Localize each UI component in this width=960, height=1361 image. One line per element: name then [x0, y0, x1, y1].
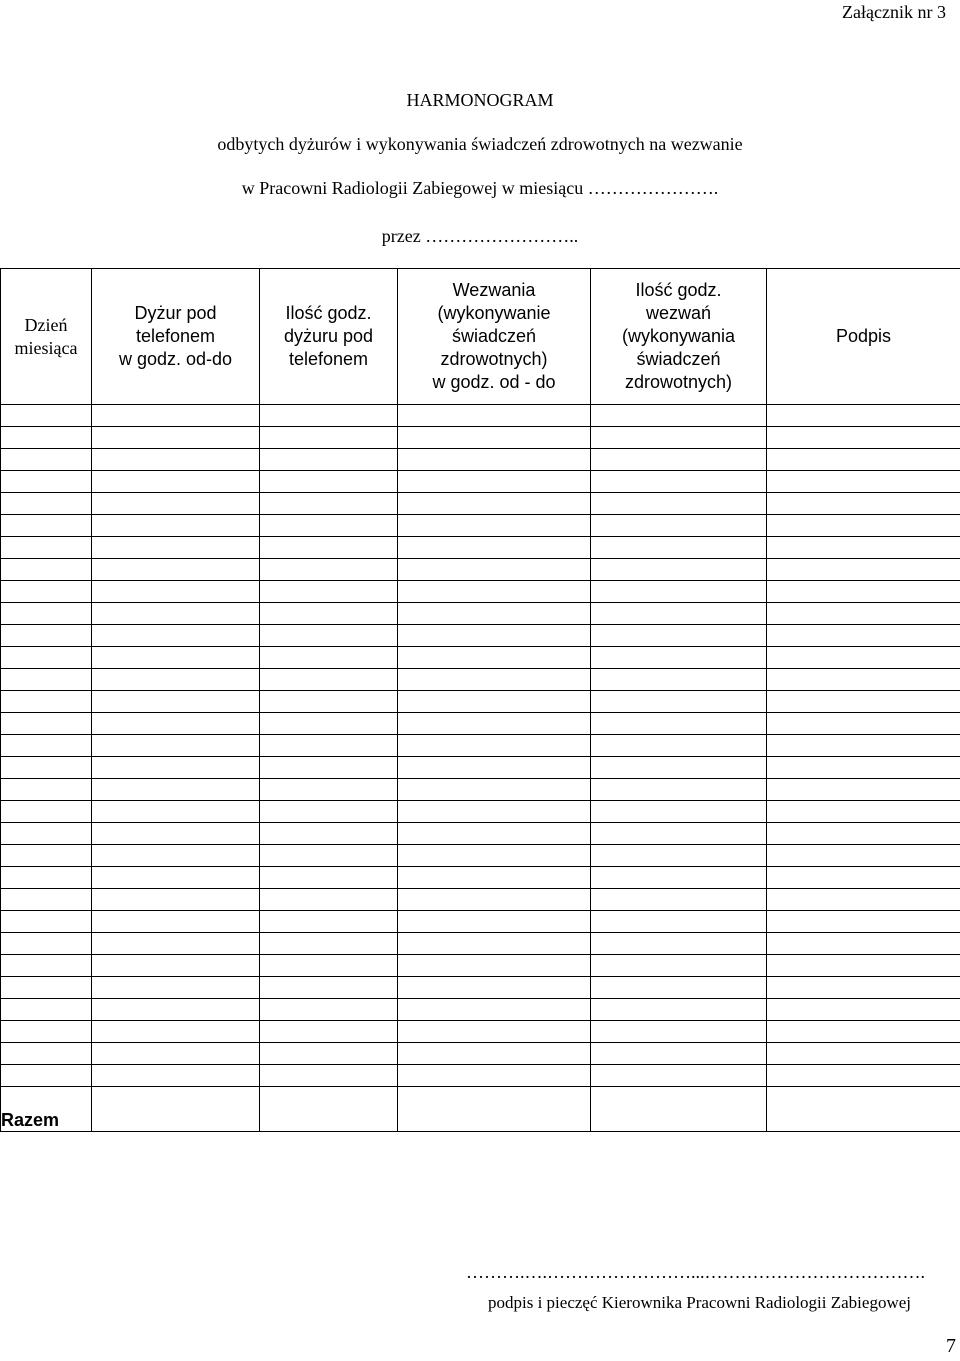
table-cell[interactable] [767, 1043, 960, 1065]
table-cell[interactable] [1, 471, 92, 493]
table-row [1, 625, 960, 647]
table-cell[interactable] [591, 647, 767, 669]
signature-caption: podpis i pieczęć Kierownika Pracowni Radiologii Zabiegowej [488, 1293, 911, 1312]
table-cell[interactable] [1, 801, 92, 823]
table-cell[interactable] [398, 427, 591, 449]
table-cell[interactable] [260, 911, 398, 933]
col-header-phone-duty-line3: w godz. od-do [118, 349, 233, 369]
table-cell[interactable] [260, 867, 398, 889]
table-cell[interactable] [92, 625, 260, 647]
table-cell[interactable] [398, 1021, 591, 1043]
table-cell[interactable] [591, 559, 767, 581]
col-header-callouts-line4: zdrowotnych) [440, 349, 548, 369]
schedule-table [0, 268, 960, 1132]
table-row [1, 493, 960, 515]
table-cell[interactable] [260, 405, 398, 427]
table-row [1, 735, 960, 757]
col-header-signature-line1: Podpis [835, 326, 892, 346]
table-cell[interactable] [767, 977, 960, 999]
table-cell[interactable] [260, 801, 398, 823]
table-row [1, 1021, 960, 1043]
col-header-day-line2: miesiąca [14, 337, 78, 358]
table-cell[interactable] [591, 449, 767, 471]
table-cell[interactable] [260, 625, 398, 647]
table-cell[interactable] [767, 757, 960, 779]
table-cell[interactable] [767, 581, 960, 603]
table-cell[interactable] [92, 889, 260, 911]
col-header-phone-duty-line1: Dyżur pod [134, 303, 217, 323]
table-cell[interactable] [591, 691, 767, 713]
table-cell[interactable] [1, 625, 92, 647]
table-cell[interactable] [398, 1043, 591, 1065]
total-cell[interactable] [398, 1087, 591, 1132]
table-cell[interactable] [1, 537, 92, 559]
table-header-row [1, 269, 960, 405]
table-cell[interactable] [260, 515, 398, 537]
table-cell[interactable] [591, 537, 767, 559]
table-row [1, 933, 960, 955]
table-cell[interactable] [767, 647, 960, 669]
table-cell[interactable] [767, 559, 960, 581]
table-cell[interactable] [591, 779, 767, 801]
table-cell[interactable] [398, 559, 591, 581]
table-cell[interactable] [92, 757, 260, 779]
table-cell[interactable] [767, 625, 960, 647]
table-cell[interactable] [767, 845, 960, 867]
table-row [1, 999, 960, 1021]
table-cell[interactable] [398, 955, 591, 977]
table-row [1, 801, 960, 823]
table-cell[interactable] [591, 581, 767, 603]
table-cell[interactable] [1, 867, 92, 889]
table-cell[interactable] [260, 603, 398, 625]
col-header-phone-duty-line2: telefonem [135, 326, 216, 346]
col-header-duty-hours-line2: dyżuru pod [283, 326, 374, 346]
table-cell[interactable] [92, 581, 260, 603]
table-cell[interactable] [92, 559, 260, 581]
table-cell[interactable] [92, 493, 260, 515]
table-cell[interactable] [591, 1065, 767, 1087]
table-cell[interactable] [1, 691, 92, 713]
table-row [1, 911, 960, 933]
col-header-callouts-line1: Wezwania [452, 280, 536, 300]
table-cell[interactable] [767, 427, 960, 449]
table-cell[interactable] [260, 757, 398, 779]
table-cell[interactable] [591, 999, 767, 1021]
table-cell[interactable] [92, 845, 260, 867]
table-cell[interactable] [260, 493, 398, 515]
table-cell[interactable] [260, 669, 398, 691]
table-cell[interactable] [260, 471, 398, 493]
table-cell[interactable] [398, 845, 591, 867]
table-cell[interactable] [1, 779, 92, 801]
table-cell[interactable] [260, 823, 398, 845]
table-cell[interactable] [260, 537, 398, 559]
table-cell[interactable] [398, 713, 591, 735]
table-row [1, 713, 960, 735]
table-row [1, 405, 960, 427]
table-cell[interactable] [260, 999, 398, 1021]
table-cell[interactable] [92, 471, 260, 493]
col-header-callouts-line5: w godz. od - do [432, 372, 556, 392]
table-cell[interactable] [92, 647, 260, 669]
table-cell[interactable] [92, 977, 260, 999]
col-header-day-line1: Dzień [24, 314, 68, 335]
table-cell[interactable] [398, 933, 591, 955]
table-cell[interactable] [1, 669, 92, 691]
table-cell[interactable] [92, 537, 260, 559]
table-cell[interactable] [591, 889, 767, 911]
table-cell[interactable] [260, 889, 398, 911]
table-cell[interactable] [1, 911, 92, 933]
table-cell[interactable] [398, 999, 591, 1021]
table-row [1, 845, 960, 867]
table-cell[interactable] [398, 867, 591, 889]
table-cell[interactable] [398, 449, 591, 471]
table-row [1, 515, 960, 537]
total-label: Razem [1, 1087, 92, 1132]
table-cell[interactable] [591, 735, 767, 757]
table-cell[interactable] [767, 471, 960, 493]
table-cell[interactable] [1, 735, 92, 757]
table-cell[interactable] [92, 823, 260, 845]
subtitle-line-3: przez …………………….. [381, 226, 579, 246]
table-cell[interactable] [1, 405, 92, 427]
table-cell[interactable] [591, 713, 767, 735]
table-cell[interactable] [398, 757, 591, 779]
table-cell[interactable] [591, 515, 767, 537]
table-row [1, 559, 960, 581]
table-cell[interactable] [398, 779, 591, 801]
table-cell[interactable] [591, 1043, 767, 1065]
col-header-callouts-line2: (wykonywanie [437, 303, 551, 323]
table-cell[interactable] [398, 735, 591, 757]
table-row [1, 603, 960, 625]
table-cell[interactable] [398, 515, 591, 537]
table-cell[interactable] [767, 1021, 960, 1043]
table-cell[interactable] [1, 955, 92, 977]
col-header-day [1, 269, 92, 405]
col-header-callouts [398, 269, 591, 405]
table-cell[interactable] [92, 933, 260, 955]
table-cell[interactable] [1, 889, 92, 911]
table-cell[interactable] [1, 603, 92, 625]
col-header-duty-hours-line3: telefonem [288, 349, 369, 369]
table-cell[interactable] [591, 405, 767, 427]
total-cell[interactable] [260, 1087, 398, 1132]
table-cell[interactable] [1, 515, 92, 537]
table-cell[interactable] [767, 713, 960, 735]
table-row [1, 867, 960, 889]
table-cell[interactable] [767, 1065, 960, 1087]
total-cell[interactable] [92, 1087, 260, 1132]
table-cell[interactable] [1, 581, 92, 603]
total-cell[interactable] [767, 1087, 960, 1132]
table-cell[interactable] [591, 955, 767, 977]
table-cell[interactable] [1, 427, 92, 449]
table-cell[interactable] [92, 955, 260, 977]
subtitle-line-1: odbytych dyżurów i wykonywania świadczeń zdrowotnych na wezwanie [217, 134, 743, 154]
table-row [1, 889, 960, 911]
total-cell[interactable] [591, 1087, 767, 1132]
table-cell[interactable] [398, 691, 591, 713]
table-row [1, 427, 960, 449]
table-cell[interactable] [767, 889, 960, 911]
total-row [1, 1087, 960, 1132]
table-cell[interactable] [767, 691, 960, 713]
table-cell[interactable] [92, 713, 260, 735]
table-row [1, 471, 960, 493]
table-cell[interactable] [92, 691, 260, 713]
table-row [1, 1043, 960, 1065]
table-cell[interactable] [260, 559, 398, 581]
table-cell[interactable] [767, 999, 960, 1021]
table-cell[interactable] [260, 977, 398, 999]
col-header-callout-hours-line1: Ilość godz. [635, 280, 722, 300]
table-cell[interactable] [591, 603, 767, 625]
table-cell[interactable] [1, 559, 92, 581]
table-cell[interactable] [398, 669, 591, 691]
document-title: HARMONOGRAM [406, 90, 554, 110]
table-row [1, 669, 960, 691]
table-cell[interactable] [767, 955, 960, 977]
col-header-duty-hours-line1: Ilość godz. [285, 303, 372, 323]
table-row [1, 647, 960, 669]
table-cell[interactable] [591, 977, 767, 999]
table-cell[interactable] [260, 1043, 398, 1065]
table-row [1, 955, 960, 977]
table-cell[interactable] [92, 735, 260, 757]
table-cell[interactable] [767, 911, 960, 933]
table-cell[interactable] [92, 999, 260, 1021]
table-cell[interactable] [398, 1065, 591, 1087]
table-cell[interactable] [767, 515, 960, 537]
col-header-callouts-line3: świadczeń [451, 326, 537, 346]
table-row [1, 691, 960, 713]
col-header-callout-hours-line4: świadczeń [636, 349, 721, 369]
subtitle-line-2: w Pracowni Radiologii Zabiegowej w miesiącu …………………. [241, 178, 719, 198]
table-cell[interactable] [767, 823, 960, 845]
col-header-signature [767, 269, 960, 405]
table-cell[interactable] [398, 603, 591, 625]
table-cell[interactable] [767, 449, 960, 471]
table-cell[interactable] [260, 779, 398, 801]
table-cell[interactable] [92, 405, 260, 427]
table-cell[interactable] [398, 647, 591, 669]
table-body [1, 405, 960, 1132]
table-cell[interactable] [1, 1021, 92, 1043]
table-cell[interactable] [1, 933, 92, 955]
table-cell[interactable] [92, 911, 260, 933]
table-cell[interactable] [767, 405, 960, 427]
table-cell[interactable] [591, 933, 767, 955]
table-cell[interactable] [260, 647, 398, 669]
table-cell[interactable] [767, 735, 960, 757]
table-cell[interactable] [92, 801, 260, 823]
table-cell[interactable] [92, 867, 260, 889]
table-cell[interactable] [260, 581, 398, 603]
table-cell[interactable] [398, 493, 591, 515]
table-cell[interactable] [398, 801, 591, 823]
table-cell[interactable] [260, 845, 398, 867]
table-cell[interactable] [398, 823, 591, 845]
table-cell[interactable] [1, 999, 92, 1021]
table-cell[interactable] [1, 647, 92, 669]
table-cell[interactable] [92, 449, 260, 471]
table-cell[interactable] [767, 537, 960, 559]
table-cell[interactable] [92, 669, 260, 691]
table-cell[interactable] [767, 669, 960, 691]
col-header-callout-hours-line5: zdrowotnych) [624, 372, 733, 392]
table-cell[interactable] [591, 845, 767, 867]
table-row [1, 449, 960, 471]
col-header-duty-hours [260, 269, 398, 405]
table-cell[interactable] [260, 427, 398, 449]
table-cell[interactable] [398, 581, 591, 603]
table-cell[interactable] [92, 427, 260, 449]
table-cell[interactable] [591, 669, 767, 691]
table-cell[interactable] [92, 1065, 260, 1087]
table-cell[interactable] [767, 603, 960, 625]
table-cell[interactable] [591, 493, 767, 515]
table-cell[interactable] [591, 867, 767, 889]
table-cell[interactable] [591, 1021, 767, 1043]
col-header-callout-hours [591, 269, 767, 405]
table-cell[interactable] [591, 471, 767, 493]
table-cell[interactable] [92, 1021, 260, 1043]
table-row [1, 581, 960, 603]
table-cell[interactable] [398, 405, 591, 427]
table-cell[interactable] [260, 735, 398, 757]
table-cell[interactable] [591, 801, 767, 823]
table-cell[interactable] [260, 933, 398, 955]
table-cell[interactable] [260, 955, 398, 977]
signature-line: ……….….……………………...………………………………. [466, 1262, 925, 1282]
table-cell[interactable] [1, 1065, 92, 1087]
table-cell[interactable] [1, 845, 92, 867]
col-header-callout-hours-line2: wezwań [645, 303, 712, 323]
annex-label: Załącznik nr 3 [842, 2, 946, 22]
table-cell[interactable] [591, 823, 767, 845]
table-cell[interactable] [591, 911, 767, 933]
page-number: 7 [946, 1335, 956, 1357]
table-row [1, 757, 960, 779]
table-cell[interactable] [1, 757, 92, 779]
table-cell[interactable] [398, 889, 591, 911]
table-row [1, 823, 960, 845]
table-cell[interactable] [398, 911, 591, 933]
table-cell[interactable] [260, 713, 398, 735]
table-cell[interactable] [260, 449, 398, 471]
table-row [1, 537, 960, 559]
table-cell[interactable] [767, 867, 960, 889]
table-cell[interactable] [260, 1065, 398, 1087]
table-cell[interactable] [92, 603, 260, 625]
col-header-phone-duty [92, 269, 260, 405]
table-cell[interactable] [1, 449, 92, 471]
table-cell[interactable] [92, 515, 260, 537]
table-row [1, 1065, 960, 1087]
table-cell[interactable] [591, 427, 767, 449]
table-cell[interactable] [398, 471, 591, 493]
table-cell[interactable] [398, 537, 591, 559]
table-cell[interactable] [92, 779, 260, 801]
table-cell[interactable] [591, 625, 767, 647]
table-cell[interactable] [398, 625, 591, 647]
table-row [1, 779, 960, 801]
table-cell[interactable] [767, 933, 960, 955]
table-cell[interactable] [767, 493, 960, 515]
table-cell[interactable] [1, 823, 92, 845]
table-cell[interactable] [767, 779, 960, 801]
table-cell[interactable] [398, 977, 591, 999]
table-cell[interactable] [1, 493, 92, 515]
table-cell[interactable] [767, 801, 960, 823]
table-row [1, 977, 960, 999]
table-cell[interactable] [591, 757, 767, 779]
table-cell[interactable] [1, 977, 92, 999]
table-cell[interactable] [1, 713, 92, 735]
table-cell[interactable] [1, 1043, 92, 1065]
table-cell[interactable] [260, 691, 398, 713]
table-cell[interactable] [260, 1021, 398, 1043]
table-cell[interactable] [92, 1043, 260, 1065]
col-header-callout-hours-line3: (wykonywania [621, 326, 736, 346]
